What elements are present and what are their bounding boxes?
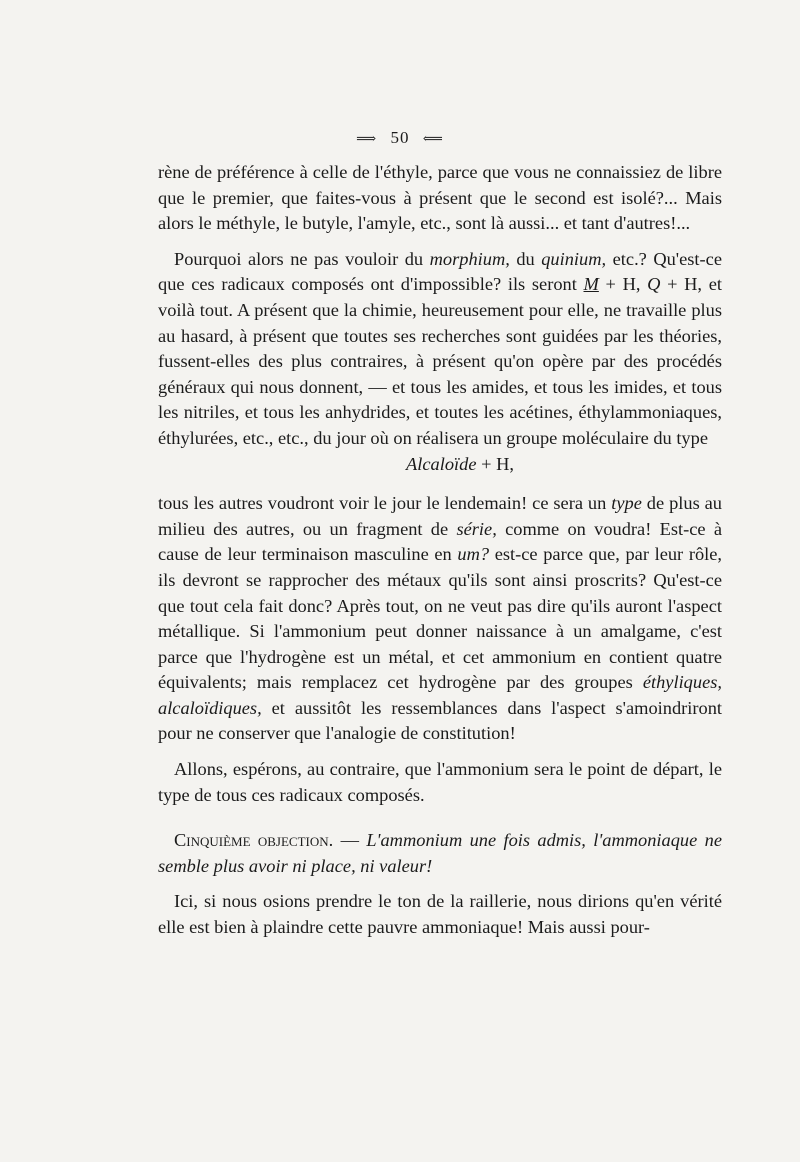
p3-text-g: est-ce parce que, par leur rôle, ils devront se rapprocher des métaux qu'ils sont ainsi proscrits? Qu'est-ce que tout cela fait donc? Après tout, on ne veut pas dire qu'ils auront l'aspect métallique. Si l'ammonium peut donner naissance à un amalgame, c'est parce que l'hydrogène est un métal, et cet ammonium en contient quatre équivalents; mais remplacez cet hydrogène par des groupes xyxy=(158,544,723,693)
formula-plus-h: + H, xyxy=(476,453,514,474)
p2-symbol-m: M xyxy=(583,274,599,295)
objection-dash: — xyxy=(333,830,367,851)
p2-text-g: + H, xyxy=(598,274,648,295)
p3-text-c: de plus au milieu des autres, ou un fragment de xyxy=(158,493,722,539)
p2-italic-quinium: quinium, xyxy=(541,248,607,269)
paragraph-3 xyxy=(158,491,722,747)
p2-text-e: etc.? Qu'est-ce que ces radicaux composés ont d'impossible? ils seront xyxy=(158,248,722,295)
p3-italic-serie: série, xyxy=(456,518,497,539)
p3-italic-ethyliques: éthyliques, alcaloïdiques, xyxy=(158,672,722,718)
right-ornament-icon: ⟸ xyxy=(422,132,444,147)
body-text xyxy=(158,160,722,941)
paragraph-5-objection xyxy=(158,828,722,879)
objection-heading: Cinquième objection. xyxy=(174,830,334,851)
paragraph-4: Allons, espérons, au contraire, que l'ammonium sera le point de départ, le type de tous ces radicaux composés. xyxy=(158,759,722,805)
p3-italic-type: type xyxy=(611,493,642,514)
paragraph-1: rène de préférence à celle de l'éthyle, parce que vous ne connaissiez de libre que le premier, que faites-vous à présent que le second est isolé?... Mais alors le méthyle, le butyle, l'amyle, etc., sont là aussi... et tant d'autres!... xyxy=(158,162,722,234)
formula-alcaloide: Alcaloïde xyxy=(406,453,477,474)
left-ornament-icon: ⟹ xyxy=(356,132,378,147)
p3-text-a: tous les autres voudront voir le jour le lendemain! ce sera un xyxy=(158,493,612,514)
p2-text-a: Pourquoi alors ne pas vouloir du xyxy=(174,248,430,269)
p2-text-i: + H, et voilà tout. A présent que la chimie, heureusement pour elle, ne travaille plus au hasard, à présent que toutes ses recherches sont guidées par les théories, fussent-elles des plus contraires, à présent qu'on opère par des procédés généraux qui nous donnent, — et tous les amides, et tous les imides, et tous les nitriles, et tous les anhydrides, et toutes les acétines, éthylammoniaques, éthylurées, etc., etc., du jour où on réalisera un groupe moléculaire du type xyxy=(158,274,722,448)
page-number: 50 xyxy=(390,128,410,147)
paragraph-6: Ici, si nous osions prendre le ton de la raillerie, nous dirions qu'en vérité elle est bien à plaindre cette pauvre ammoniaque! Mais aussi pour- xyxy=(158,891,722,938)
p2-italic-morphium: morphium, xyxy=(429,248,510,269)
p3-italic-um: um? xyxy=(457,544,490,565)
p2-symbol-q: Q xyxy=(647,274,661,295)
p3-text-e: comme on voudra! Est-ce à cause de leur terminaison masculine en xyxy=(158,518,722,565)
page-header xyxy=(0,128,800,148)
paragraph-2 xyxy=(158,247,722,452)
objection-text: L'ammonium une fois admis, l'ammoniaque ne semble plus avoir ni place, ni valeur! xyxy=(158,830,722,876)
p3-text-i: et aussitôt les ressemblances dans l'aspect s'amoindriront pour ne conserver que l'analogie de constitution! xyxy=(158,697,722,744)
type-formula xyxy=(158,452,722,478)
p2-text-c: du xyxy=(509,248,542,269)
